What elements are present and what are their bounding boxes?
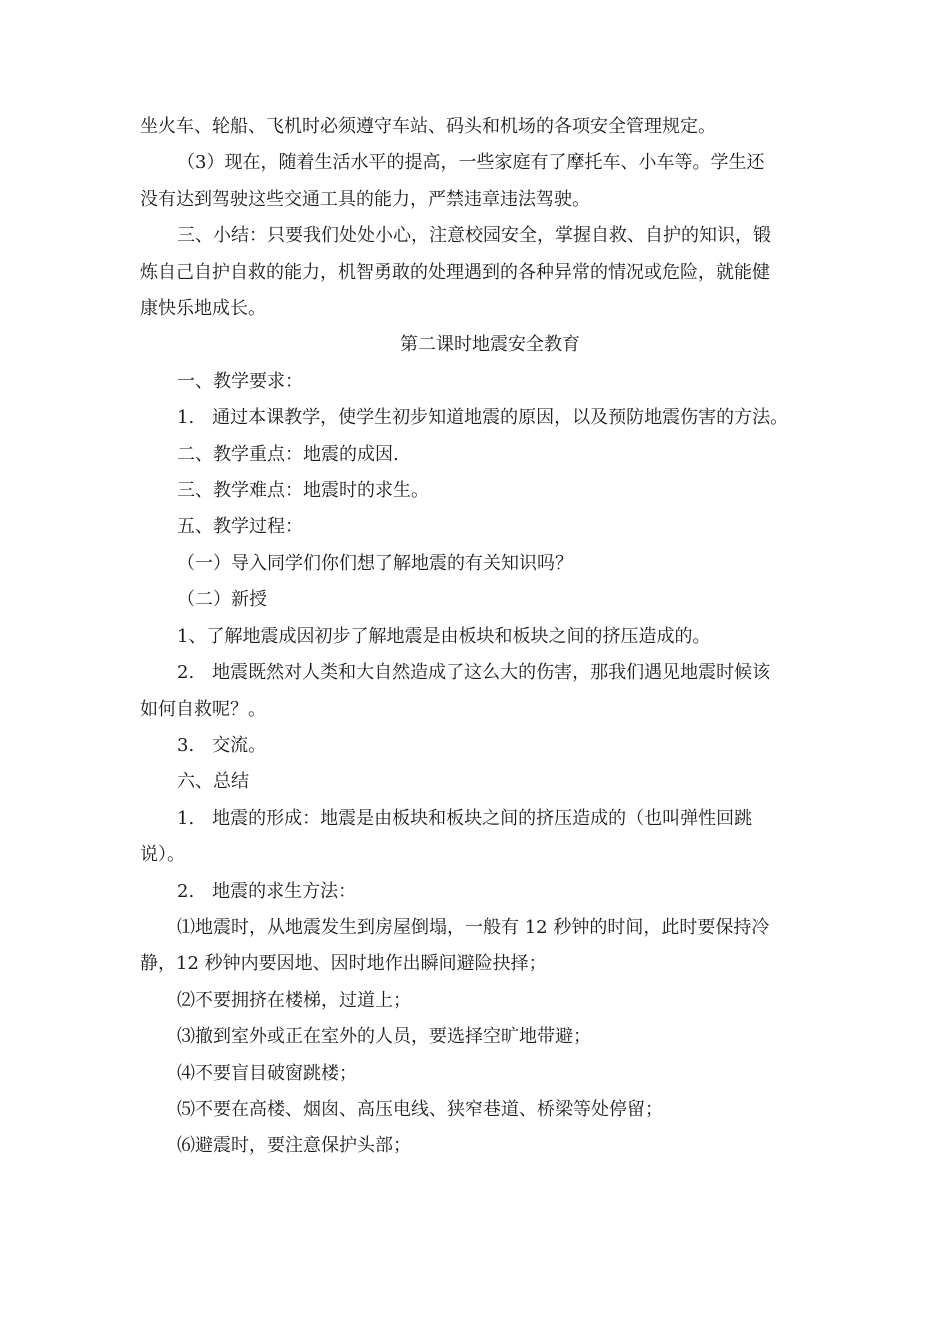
text-line: 三、小结：只要我们处处小心，注意校园安全，掌握自救、自护的知识，锻 [177,225,771,247]
text-line: ⑷不要盲目破窗跳楼； [177,1062,357,1084]
text-line: （3）现在，随着生活水平的提高，一些家庭有了摩托车、小车等。学生还 [177,152,765,174]
document-body [140,109,820,1165]
text-line: 没有达到驾驶这些交通工具的能力，严禁违章违法驾驶。 [140,188,590,210]
text-line: 三、教学难点：地震时的求生。 [177,480,429,502]
text-line: ⑵不要拥挤在楼梯，过道上； [177,989,411,1011]
text-line: 2. 地震既然对人类和大自然造成了这么大的伤害，那我们遇见地震时候该 [177,662,771,684]
text-line: 说）。 [140,844,185,866]
section-title: 第二课时地震安全教育 [400,334,580,356]
text-line: 静，12 秒钟内要因地、因时地作出瞬间避险抉择； [140,953,547,975]
text-line: ⑴地震时，从地震发生到房屋倒塌，一般有 12 秒钟的时间，此时要保持冷 [177,916,770,938]
text-line: 1. 通过本课教学，使学生初步知道地震的原因，以及预防地震伤害的方法。 [177,407,789,429]
text-line: （一）导入同学们你们想了解地震的有关知识吗？ [177,552,573,574]
text-line: ⑸不要在高楼、烟囱、高压电线、狭窄巷道、桥梁等处停留； [177,1098,663,1120]
text-line: 1、了解地震成因初步了解地震是由板块和板块之间的挤压造成的。 [177,625,711,647]
text-line: 2. 地震的求生方法： [177,880,357,902]
text-line: ⑶撤到室外或正在室外的人员，要选择空旷地带避； [177,1026,591,1048]
text-line: 3. 交流。 [177,734,267,756]
text-line: 炼自己自护自救的能力，机智勇敢的处理遇到的各种异常的情况或危险，就能健 [140,261,770,283]
text-line: ⑹避震时，要注意保护头部； [177,1135,411,1157]
text-line: 1. 地震的形成：地震是由板块和板块之间的挤压造成的（也叫弹性回跳 [177,807,753,829]
text-line: （二）新授 [177,589,267,611]
text-line: 五、教学过程： [177,516,303,538]
text-line: 二、教学重点：地震的成因. [177,443,399,465]
text-line: 如何自救呢？。 [140,698,266,720]
text-line: 一、教学要求： [177,370,303,392]
text-line: 六、总结 [177,771,249,793]
text-line: 坐火车、轮船、飞机时必须遵守车站、码头和机场的各项安全管理规定。 [140,116,716,137]
text-line: 康快乐地成长。 [140,298,266,320]
